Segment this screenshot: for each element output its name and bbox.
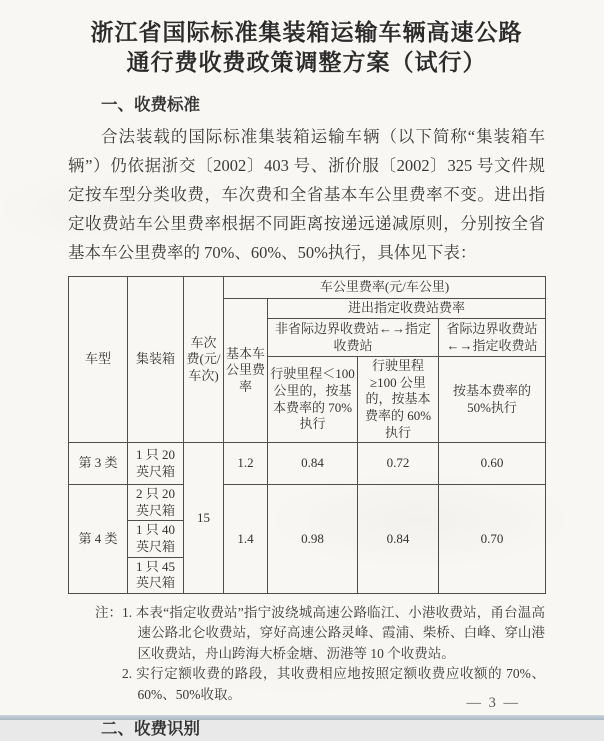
body-paragraph: 合法装载的国际标准集装箱运输车辆（以下简称“集装箱车辆”）仍依据浙交〔2002〕403 号、浙价服〔2002〕325 号文件规定按车型分类收费，车次费和全省基本车公里费率不变。进出指定收费站车公里费率根据不同距离按递远递减原则，分别按全省基本车公里费率的 70%、60%、50%执行，具体见下表： <box>68 127 545 262</box>
note-item-1: 1. 本表“指定收费站”指宁波绕城高速公路临江、小港收费站，甬台温高速公路北仑收费站，穿好高速公路灵峰、霞浦、柴桥、白峰、穿山港区收费站，舟山跨海大桥金塘、沥港等 10 个收费站。 <box>122 604 545 661</box>
cell-container: 1 只 45 英尺箱 <box>128 557 184 593</box>
document-title <box>68 18 545 78</box>
notes-label: 注： <box>95 604 122 620</box>
cell-per-trip-fee: 15 <box>184 443 224 594</box>
cell-pct50: 0.70 <box>439 485 546 594</box>
header-provincial: 省际边界收费站←→指定收费站 <box>439 319 546 357</box>
header-pct50: 按基本费率的 50%执行 <box>439 357 546 443</box>
scanner-edge-artifact <box>0 715 604 720</box>
header-base-rate: 基本车公里费率 <box>224 299 268 443</box>
table-row-class3 <box>69 443 546 485</box>
header-gte100: 行驶里程≥100 公里的，按基本费率的 60%执行 <box>358 357 439 443</box>
page-number: — 3 — <box>466 695 520 711</box>
cell-container: 1 只 20 英尺箱 <box>128 443 184 485</box>
cell-container: 1 只 40 英尺箱 <box>128 521 184 557</box>
cell-container: 2 只 20 英尺箱 <box>128 485 184 521</box>
cell-lt100: 0.98 <box>268 485 358 594</box>
table-row-class4-a <box>69 485 546 521</box>
header-designated-group: 进出指定收费站费率 <box>268 299 546 319</box>
header-rate-group: 车公里费率(元/车公里) <box>224 277 546 299</box>
header-non-provincial: 非省际边界收费站←→指定收费站 <box>268 319 439 357</box>
cell-base-rate: 1.2 <box>224 443 268 485</box>
header-container: 集装箱 <box>128 277 184 443</box>
table-notes <box>95 603 545 706</box>
cell-car-type: 第 4 类 <box>69 485 128 594</box>
section-heading-toll-identification: 二、收费识别 <box>101 720 200 739</box>
title-line-1: 浙江省国际标准集装箱运输车辆高速公路 <box>90 20 523 45</box>
cell-pct50: 0.60 <box>439 443 546 485</box>
title-line-2: 通行费收费政策调整方案（试行） <box>126 50 487 75</box>
header-car-type: 车型 <box>69 277 128 443</box>
note-item-2: 2. 实行定额收费的路段，其收费相应地按照定额收费应收额的 70%、60%、50%收取。 <box>122 666 545 702</box>
cell-base-rate: 1.4 <box>224 485 268 594</box>
header-per-trip-fee: 车次费(元/车次) <box>184 277 224 443</box>
cell-gte100: 0.84 <box>358 485 439 594</box>
cell-car-type: 第 3 类 <box>69 443 128 485</box>
toll-rate-table <box>68 276 546 594</box>
section-heading-toll-standard: 一、收费标准 <box>101 96 200 114</box>
cell-lt100: 0.84 <box>268 443 358 485</box>
notes-body <box>122 603 545 706</box>
header-lt100: 行驶里程＜100 公里的，按基本费率的 70%执行 <box>268 357 358 443</box>
cell-gte100: 0.72 <box>358 443 439 485</box>
table-header-row-1 <box>69 277 546 299</box>
